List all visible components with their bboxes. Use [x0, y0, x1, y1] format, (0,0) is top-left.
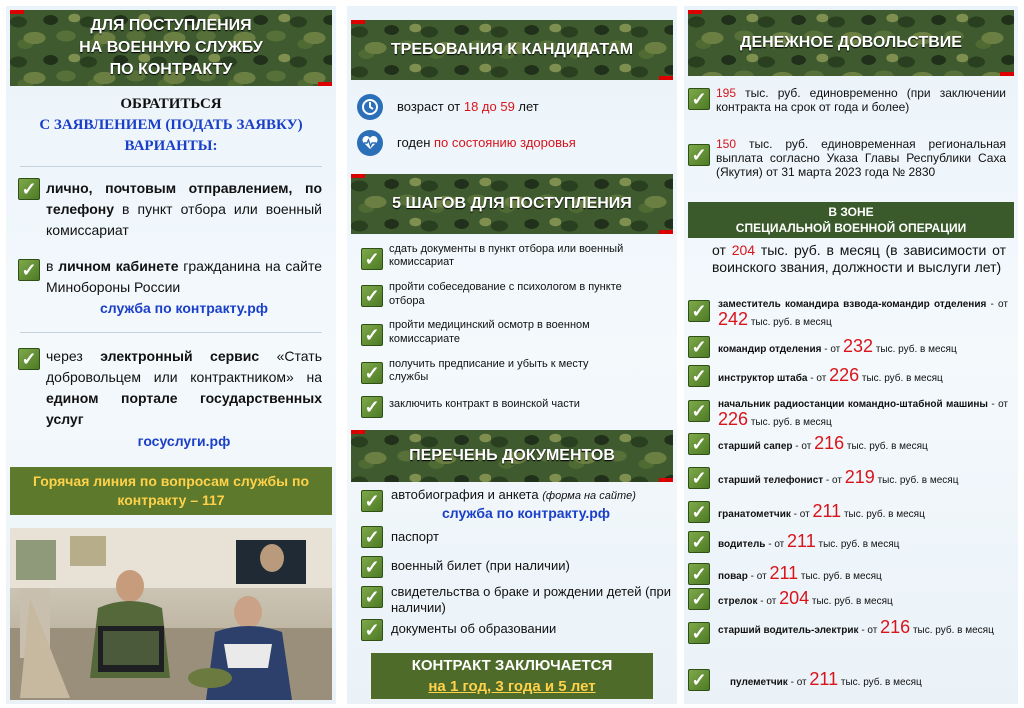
check-icon: ✓ [688, 669, 710, 691]
photo-scene [10, 528, 332, 700]
check-icon: ✓ [688, 563, 710, 585]
apply-line2: С ЗАЯВЛЕНИЕМ (ПОДАТЬ ЗАЯВКУ) [39, 117, 303, 133]
apply-line1: ОБРАТИТЬСЯ [120, 96, 222, 112]
check-icon: ✓ [688, 144, 710, 166]
salary-row: инструктор штаба - от 226 тыс. руб. в месяц [718, 365, 943, 385]
pay-one-time-195: 195 тыс. руб. единовременно (при заключении контракта на срок от года и более) [716, 86, 1006, 114]
salary-row: повар - от 211 тыс. руб. в месяц [718, 563, 882, 583]
zone-banner: В ЗОНЕ СПЕЦИАЛЬНОЙ ВОЕННОЙ ОПЕРАЦИИ [688, 202, 1014, 238]
pay-header: ДЕНЕЖНОЕ ДОВОЛЬСТВИЕ [688, 10, 1014, 76]
salary-row: стрелок - от 204 тыс. руб. в месяц [718, 588, 893, 608]
salary-row: водитель - от 211 тыс. руб. в месяц [718, 531, 900, 551]
salary-row: старший сапер - от 216 тыс. руб. в месяц [718, 433, 928, 453]
doc-certificates: свидетельства о браке и рождении детей (при наличии) [391, 584, 671, 615]
middle-panel [347, 6, 677, 704]
salary-row: старший водитель-электрик - от 216 тыс. руб. в месяц [718, 617, 994, 637]
clock-icon [357, 94, 383, 120]
check-icon: ✓ [688, 622, 710, 644]
step-2: пройти собеседование с психологом в пункте отбора [389, 281, 622, 307]
zone-pay-text: от 204 тыс. руб. в месяц (в зависимости от воинского звания, должности и выслуги лет) [712, 242, 1007, 275]
doc-passport: паспорт [391, 529, 439, 544]
left-panel [6, 6, 336, 704]
check-icon: ✓ [688, 501, 710, 523]
pay-regional-150: 150 тыс. руб. единовременная региональная выплата согласно Указа Главы Республики Саха (Якутия) от 31 марта 2023 года № 2830 [716, 137, 1006, 179]
salary-row: пулеметчик - от 211 тыс. руб. в месяц [730, 669, 922, 689]
check-icon: ✓ [361, 248, 383, 270]
health-requirement: годен по состоянию здоровья [397, 135, 576, 150]
apply-heading [6, 94, 336, 157]
requirements-header: ТРЕБОВАНИЯ К КАНДИДАТАМ [351, 20, 673, 80]
gosuslugi-link[interactable]: госуслуги.рф [137, 433, 231, 449]
check-icon: ✓ [361, 490, 383, 512]
check-icon: ✓ [688, 400, 710, 422]
check-icon: ✓ [688, 300, 710, 322]
step-4: получить предписание и убыть к месту службы [389, 358, 589, 383]
contract-term-banner: КОНТРАКТ ЗАКЛЮЧАЕТСЯ на 1 год, 3 года и 5 лет [371, 653, 653, 699]
step-1: сдать документы в пункт отбора или военный комиссариат [389, 243, 624, 268]
check-icon: ✓ [688, 88, 710, 110]
documents-header: ПЕРЕЧЕНЬ ДОКУМЕНТОВ [351, 430, 673, 482]
hotline-banner: Горячая линия по вопросам службы по контракту – 117 [10, 467, 332, 515]
check-icon: ✓ [688, 365, 710, 387]
salary-row: начальник радиостанции командно-штабной машины - от 226 тыс. руб. в месяц [718, 399, 1008, 429]
contract-site-link[interactable]: служба по контракту.рф [441, 505, 611, 521]
check-icon: ✓ [361, 362, 383, 384]
salary-row: командир отделения - от 232 тыс. руб. в месяц [718, 336, 957, 356]
salary-row: заместитель командира взвода-командир отделения - от 242 тыс. руб. в месяц [718, 299, 1008, 329]
check-icon: ✓ [688, 433, 710, 455]
heart-icon [357, 130, 383, 156]
salary-row: старший телефонист - от 219 тыс. руб. в месяц [718, 467, 959, 487]
right-panel [684, 6, 1018, 704]
option-in-person: лично, почтовым отправлением, по телефону в пункт отбора или военный комиссариат [46, 180, 323, 238]
check-icon: ✓ [361, 324, 383, 346]
check-icon: ✓ [361, 285, 383, 307]
steps-header: 5 ШАГОВ ДЛЯ ПОСТУПЛЕНИЯ [351, 174, 673, 234]
check-icon: ✓ [361, 526, 383, 548]
check-icon: ✓ [18, 259, 40, 281]
recruitment-office-photo [10, 528, 332, 700]
salary-row: гранатометчик - от 211 тыс. руб. в месяц [718, 501, 925, 521]
age-requirement: возраст от 18 до 59 лет [397, 99, 539, 114]
step-3: пройти медицинский осмотр в военном комиссариате [389, 319, 590, 345]
check-icon: ✓ [18, 348, 40, 370]
check-icon: ✓ [18, 178, 40, 200]
option-personal-cabinet: в личном кабинете гражданина на сайте Минобороны России [46, 258, 323, 295]
check-icon: ✓ [688, 531, 710, 553]
doc-autobiography: автобиография и анкета (форма на сайте) [391, 487, 636, 502]
check-icon: ✓ [361, 396, 383, 418]
check-icon: ✓ [688, 588, 710, 610]
apply-line3: ВАРИАНТЫ: [124, 138, 218, 154]
check-icon: ✓ [361, 556, 383, 578]
doc-education: документы об образовании [391, 621, 557, 636]
check-icon: ✓ [688, 336, 710, 358]
check-icon: ✓ [361, 619, 383, 641]
check-icon: ✓ [688, 467, 710, 489]
step-5: заключить контракт в воинской части [389, 398, 580, 410]
doc-military-id: военный билет (при наличии) [391, 558, 570, 573]
check-icon: ✓ [361, 586, 383, 608]
contract-site-link[interactable]: служба по контракту.рф [99, 300, 269, 316]
option-gosuslugi: через электронный сервис «Стать добровольцем или контрактником» на едином портале государственных услуг [46, 348, 322, 427]
contract-service-header: ДЛЯ ПОСТУПЛЕНИЯ НА ВОЕННУЮ СЛУЖБУ ПО КОНТРАКТУ [10, 10, 332, 86]
